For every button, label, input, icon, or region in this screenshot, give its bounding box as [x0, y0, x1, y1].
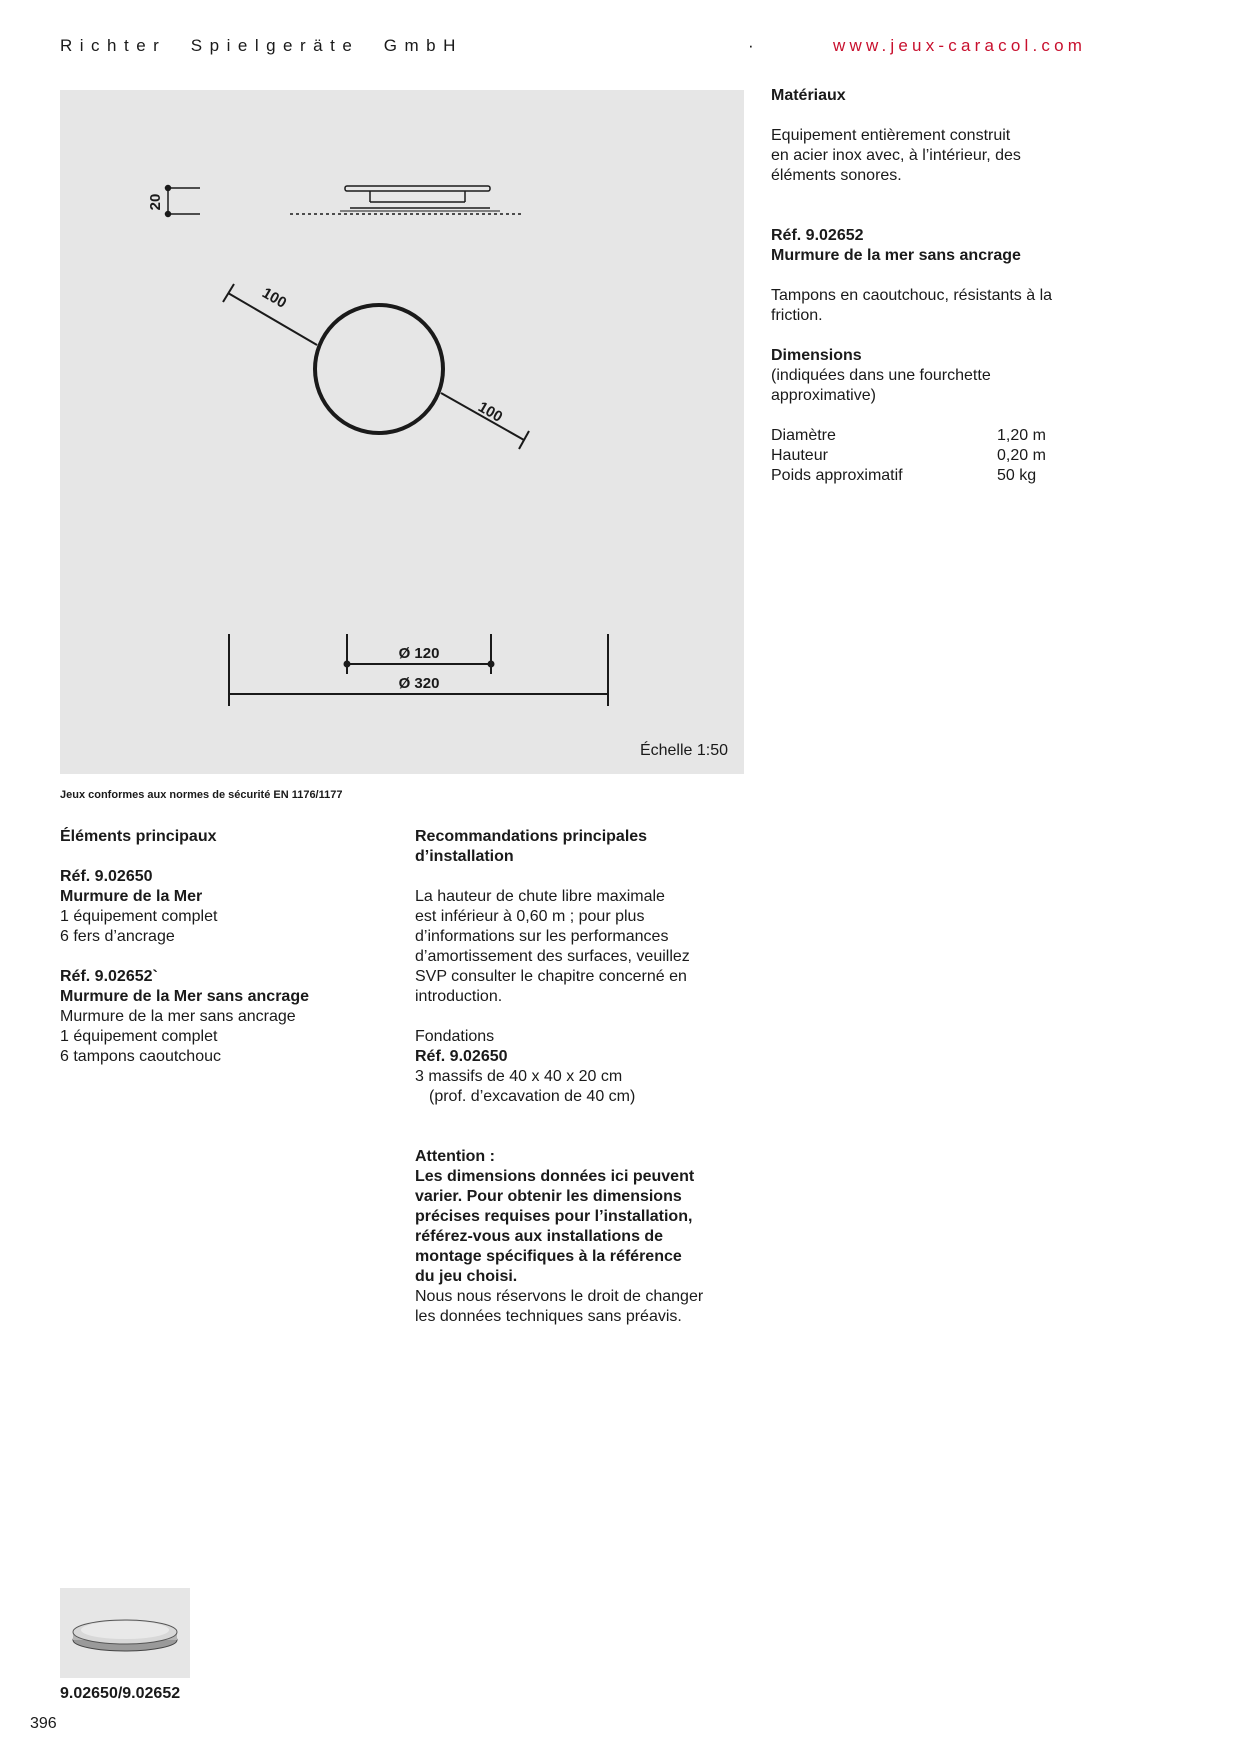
- ref1-name: Murmure de la Mer: [60, 888, 203, 905]
- ref-name: Murmure de la mer sans ancrage: [771, 247, 1021, 264]
- scale-label: Échelle 1:50: [639, 742, 728, 759]
- ref1-number: Réf. 9.02650: [60, 868, 153, 885]
- ref2-name: Murmure de la Mer sans ancrage: [60, 988, 309, 1005]
- installation-text: est inférieur à 0,60 m ; pour plus: [415, 908, 645, 925]
- attention-text: montage spécifiques à la référence: [415, 1248, 682, 1265]
- materials-text: en acier inox avec, à l’intérieur, des: [771, 147, 1021, 164]
- side-elevation: [290, 186, 522, 214]
- plan-circle: [315, 305, 443, 433]
- dimension-row: [771, 446, 1101, 466]
- foundations-line: (prof. d’excavation de 40 cm): [429, 1088, 636, 1105]
- product-thumbnail: [60, 1588, 190, 1678]
- height-label: 20: [147, 193, 164, 211]
- dimension-value: 50 kg: [997, 467, 1037, 484]
- disclaimer-text: Nous nous réservons le droit de changer: [415, 1288, 704, 1305]
- installation-text: d’informations sur les performances: [415, 928, 669, 945]
- installation-text: introduction.: [415, 988, 503, 1005]
- materials-text: Equipement entièrement construit: [771, 127, 1011, 144]
- lower-diagonal-label: 100: [475, 398, 506, 426]
- drawing-svg: [60, 90, 744, 774]
- installation-text: La hauteur de chute libre maximale: [415, 888, 665, 905]
- attention-text: précises requises pour l’installation,: [415, 1208, 693, 1225]
- ref2-number: Réf. 9.02652`: [60, 968, 158, 985]
- dimension-row: [771, 426, 1101, 446]
- disclaimer-text: les données techniques sans préavis.: [415, 1308, 682, 1325]
- header-url-link[interactable]: www.jeux-caracol.com: [833, 36, 1087, 55]
- attention-label: Attention :: [415, 1148, 495, 1165]
- dimensions-note: approximative): [771, 387, 876, 404]
- ref-text: friction.: [771, 307, 823, 324]
- ref-number: Réf. 9.02652: [771, 227, 864, 244]
- ref-text: Tampons en caoutchouc, résistants à la: [771, 287, 1053, 304]
- dimension-label: Diamètre: [771, 427, 836, 444]
- dimension-value: 0,20 m: [997, 447, 1046, 464]
- inner-diameter-label: Ø 120: [398, 645, 440, 662]
- dimension-row: [771, 466, 1101, 486]
- installation-text: SVP consulter le chapitre concerné en: [415, 968, 687, 985]
- outer-diameter-label: Ø 320: [398, 675, 440, 692]
- dimension-label: Poids approximatif: [771, 467, 903, 484]
- materials-text: éléments sonores.: [771, 167, 902, 184]
- ref1-line: 6 fers d’ancrage: [60, 928, 175, 945]
- disc-illustration: [60, 1588, 190, 1678]
- dimension-label: Hauteur: [771, 447, 828, 464]
- installation-heading: d’installation: [415, 848, 514, 865]
- attention-text: Les dimensions données ici peuvent: [415, 1168, 695, 1185]
- foundations-line: 3 massifs de 40 x 40 x 20 cm: [415, 1068, 623, 1085]
- ref2-line: Murmure de la mer sans ancrage: [60, 1008, 296, 1025]
- thumbnail-label: 9.02650/9.02652: [60, 1685, 181, 1702]
- page-number: 396: [30, 1715, 57, 1732]
- ref2-line: 1 équipement complet: [60, 1028, 218, 1045]
- attention-text: référez-vous aux installations de: [415, 1228, 664, 1245]
- foundations-ref: Réf. 9.02650: [415, 1048, 508, 1065]
- attention-text: du jeu choisi.: [415, 1268, 518, 1285]
- ref1-line: 1 équipement complet: [60, 908, 218, 925]
- main-elements-column: [60, 827, 390, 1067]
- dimension-value: 1,20 m: [997, 427, 1046, 444]
- installation-text: d’amortissement des surfaces, veuillez: [415, 948, 690, 965]
- dimensions-note: (indiquées dans une fourchette: [771, 367, 991, 384]
- materials-column: [771, 86, 1101, 486]
- attention-text: varier. Pour obtenir les dimensions: [415, 1188, 682, 1205]
- upper-diagonal-label: 100: [259, 284, 290, 312]
- header-separator: ·: [748, 36, 754, 55]
- dimensions-heading: Dimensions: [771, 347, 862, 364]
- header-company: Richter Spielgeräte GmbH: [60, 36, 463, 55]
- installation-column: [415, 827, 745, 1327]
- technical-drawing: [60, 90, 744, 774]
- height-dimension: [166, 186, 201, 217]
- installation-heading: Recommandations principales: [415, 828, 648, 845]
- materials-heading: Matériaux: [771, 87, 846, 104]
- main-elements-heading: Éléments principaux: [60, 828, 217, 845]
- foundations-label: Fondations: [415, 1028, 495, 1045]
- ref2-line: 6 tampons caoutchouc: [60, 1048, 221, 1065]
- safety-norms-note: Jeux conformes aux normes de sécurité EN 1176/1177: [60, 789, 343, 801]
